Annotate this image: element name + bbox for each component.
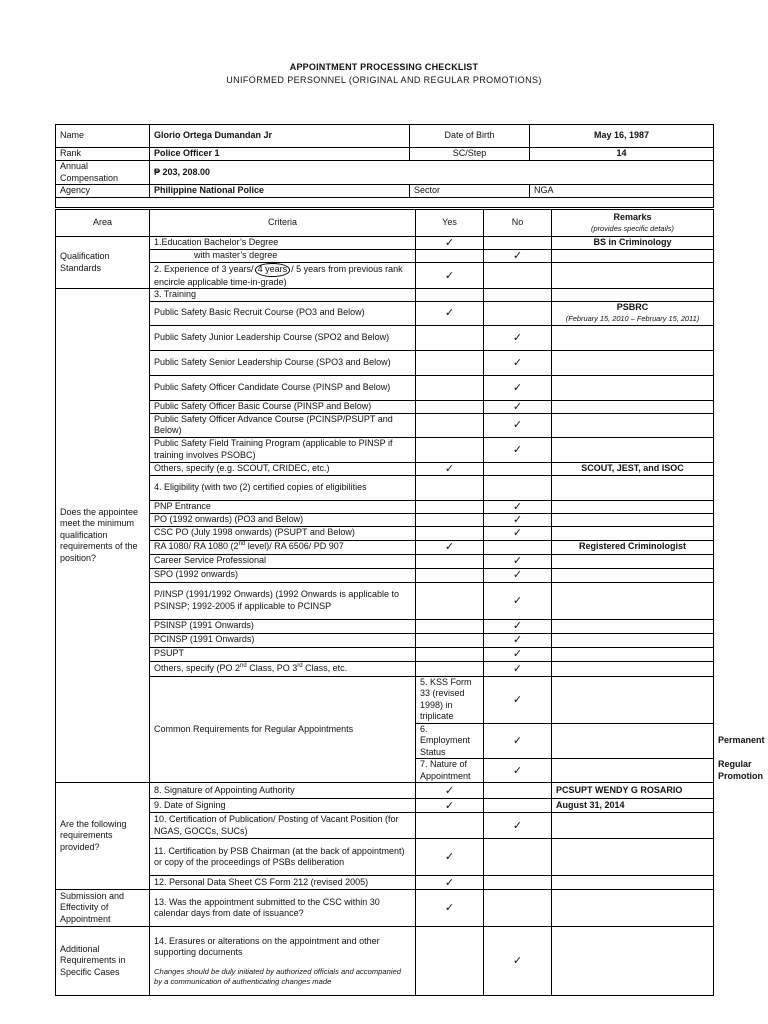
check-mark: ✓ bbox=[416, 301, 484, 325]
criteria-header: Criteria bbox=[150, 210, 416, 237]
table-row bbox=[56, 526, 714, 540]
criteria-psb: 11. Certification by PSB Chairman (at the back of appointment) or copy of the proceedings of PSBs deliberation bbox=[150, 839, 416, 876]
remark-psbrc-dates: (February 15, 2010 – February 15, 2011) bbox=[565, 314, 700, 323]
document-subtitle: UNIFORMED PERSONNEL (ORIGINAL AND REGULAR PROMOTIONS) bbox=[226, 75, 542, 85]
check-mark: ✓ bbox=[484, 513, 552, 526]
criteria-kss: 5. KSS Form 33 (revised 1998) in triplicate bbox=[416, 676, 484, 723]
criteria-erasures: 14. Erasures or alterations on the appointment and other supporting documents Changes should be duly initiated by authorized officials and accompanied by a communication of authenticating changes made bbox=[150, 927, 416, 996]
check-mark: ✓ bbox=[484, 813, 552, 839]
criteria-training: 3. Training bbox=[150, 289, 416, 302]
table-row bbox=[56, 540, 714, 554]
agency-value: Philippine National Police bbox=[150, 185, 410, 198]
table-row bbox=[56, 839, 714, 876]
table-row bbox=[56, 437, 714, 462]
circled-option: 4 years bbox=[255, 263, 291, 277]
table-row bbox=[56, 500, 714, 513]
area-additional: Additional Requirements in Specific Cases bbox=[56, 927, 150, 996]
spacer-row bbox=[56, 198, 714, 208]
check-mark: ✓ bbox=[484, 759, 552, 783]
area-common: Common Requirements for Regular Appointments bbox=[150, 676, 416, 783]
remarks-header bbox=[552, 210, 714, 237]
criteria-eligibility-item: PSUPT bbox=[150, 647, 416, 661]
area-header: Area bbox=[56, 210, 150, 237]
table-row bbox=[56, 890, 714, 927]
compensation-value: ₱ 203, 208.00 bbox=[150, 161, 714, 185]
check-mark: ✓ bbox=[484, 350, 552, 375]
personal-info-table bbox=[55, 124, 714, 208]
area-submission: Submission and Effectivity of Appointment bbox=[56, 890, 150, 927]
criteria-training-item: Public Safety Senior Leadership Course (SPO3 and Below) bbox=[150, 350, 416, 375]
criteria-eligibility-item: SPO (1992 onwards) bbox=[150, 568, 416, 582]
table-row bbox=[56, 413, 714, 437]
rank-label: Rank bbox=[56, 148, 150, 161]
table-row bbox=[56, 876, 714, 890]
check-mark: ✓ bbox=[484, 375, 552, 400]
check-mark: ✓ bbox=[484, 633, 552, 647]
criteria-eligibility-item: Career Service Professional bbox=[150, 554, 416, 568]
criteria-eligibility-item: PNP Entrance bbox=[150, 500, 416, 513]
table-row bbox=[56, 301, 714, 325]
dob-label: Date of Birth bbox=[410, 125, 530, 148]
criteria-nature: 7. Nature of Appointment bbox=[416, 759, 484, 783]
table-row bbox=[56, 462, 714, 475]
sc-label: SC/Step bbox=[410, 148, 530, 161]
check-mark: ✓ bbox=[484, 325, 552, 350]
remark-education: BS in Criminology bbox=[552, 237, 714, 250]
erasures-note: Changes should be duly initiated by authorized officials and accompanied by a communication of authenticating changes made bbox=[154, 966, 401, 986]
criteria-training-item: Public Safety Officer Basic Course (PINSP and Below) bbox=[150, 400, 416, 413]
checklist-table bbox=[55, 209, 765, 996]
check-mark: ✓ bbox=[484, 413, 552, 437]
criteria-masters: with master’s degree bbox=[150, 250, 416, 263]
table-row bbox=[56, 289, 714, 302]
check-mark: ✓ bbox=[484, 723, 552, 759]
check-mark: ✓ bbox=[416, 876, 484, 890]
check-mark: ✓ bbox=[484, 927, 552, 996]
table-row: 6. Employment Status ✓ Permanent bbox=[56, 723, 714, 759]
check-mark: ✓ bbox=[416, 237, 484, 250]
check-mark: ✓ bbox=[416, 783, 484, 799]
table-row bbox=[56, 582, 714, 619]
criteria-training-item: Public Safety Field Training Program (applicable to PINSP if training involves PSOBC) bbox=[150, 437, 416, 462]
check-mark: ✓ bbox=[484, 619, 552, 633]
check-mark: ✓ bbox=[484, 676, 552, 723]
check-mark: ✓ bbox=[484, 526, 552, 540]
criteria-training-item: Public Safety Officer Candidate Course (PINSP and Below) bbox=[150, 375, 416, 400]
criteria-training-item: Others, specify (e.g. SCOUT, CRIDEC, etc.) bbox=[150, 462, 416, 475]
table-row bbox=[56, 647, 714, 661]
name-value: Glorio Ortega Dumandan Jr bbox=[150, 125, 410, 148]
criteria-eligibility-item: PCINSP (1991 Onwards) bbox=[150, 633, 416, 647]
criteria-employment-status: 6. Employment Status bbox=[416, 723, 484, 759]
criteria-training-item: Public Safety Basic Recruit Course (PO3 and Below) bbox=[150, 301, 416, 325]
table-row bbox=[56, 263, 714, 289]
criteria-publication: 10. Certification of Publication/ Posting of Vacant Position (for NGAS, GOCCs, SUCs) bbox=[150, 813, 416, 839]
table-row bbox=[56, 250, 714, 263]
compensation-label: Annual Compensation bbox=[56, 161, 150, 185]
criteria-eligibility: 4. Eligibility (with two (2) certified copies of eligibilities bbox=[150, 475, 416, 500]
table-row bbox=[56, 400, 714, 413]
criteria-eligibility-item: RA 1080/ RA 1080 (2nd level)/ RA 6506/ PD 907 bbox=[150, 540, 416, 554]
table-row: 7. Nature of Appointment ✓ Regular Promotion bbox=[56, 759, 714, 783]
criteria-date-signing: 9. Date of Signing bbox=[150, 799, 416, 813]
check-mark: ✓ bbox=[484, 568, 552, 582]
table-row bbox=[56, 325, 714, 350]
sc-value: 14 bbox=[530, 148, 714, 161]
remark-eligibility: Registered Criminologist bbox=[552, 540, 714, 554]
sector-value: NGA bbox=[530, 185, 714, 198]
check-mark: ✓ bbox=[484, 554, 552, 568]
check-mark: ✓ bbox=[416, 263, 484, 289]
remark-signature: PCSUPT WENDY G ROSARIO bbox=[552, 783, 714, 799]
table-row bbox=[56, 633, 714, 647]
document-title: APPOINTMENT PROCESSING CHECKLIST bbox=[289, 62, 479, 72]
check-mark: ✓ bbox=[484, 437, 552, 462]
check-mark: ✓ bbox=[484, 647, 552, 661]
agency-label: Agency bbox=[56, 185, 150, 198]
criteria-pds: 12. Personal Data Sheet CS Form 212 (revised 2005) bbox=[150, 876, 416, 890]
remark-other-training: SCOUT, JEST, and ISOC bbox=[552, 462, 714, 475]
remarks-subtitle: (provides specific details) bbox=[591, 224, 674, 233]
criteria-training-item: Public Safety Officer Advance Course (PCINSP/PSUPT and Below) bbox=[150, 413, 416, 437]
table-row bbox=[56, 513, 714, 526]
table-row bbox=[56, 350, 714, 375]
criteria-eligibility-item: CSC PO (July 1998 onwards) (PSUPT and Below) bbox=[150, 526, 416, 540]
remark-date-signing: August 31, 2014 bbox=[552, 799, 714, 813]
table-row bbox=[56, 619, 714, 633]
table-row bbox=[56, 568, 714, 582]
table-row bbox=[56, 375, 714, 400]
check-mark: ✓ bbox=[484, 250, 552, 263]
table-row bbox=[56, 661, 714, 676]
criteria-submission: 13. Was the appointment submitted to the CSC within 30 calendar days from date of issuance? bbox=[150, 890, 416, 927]
criteria-training-item: Public Safety Junior Leadership Course (SPO2 and Below) bbox=[150, 325, 416, 350]
check-mark: ✓ bbox=[484, 400, 552, 413]
table-row bbox=[56, 799, 714, 813]
check-mark: ✓ bbox=[416, 839, 484, 876]
area-qualification: Qualification Standards bbox=[56, 237, 150, 289]
table-row bbox=[56, 554, 714, 568]
name-label: Name bbox=[56, 125, 150, 148]
remark-psbrc: PSBRC (February 15, 2010 – February 15, 2011) bbox=[552, 301, 714, 325]
no-header: No bbox=[484, 210, 552, 237]
criteria-education: 1.Education Bachelor’s Degree bbox=[150, 237, 416, 250]
criteria-eligibility-item: Others, specify (PO 2nd Class, PO 3rd Class, etc. bbox=[150, 661, 416, 676]
check-mark: ✓ bbox=[484, 661, 552, 676]
sector-label: Sector bbox=[410, 185, 530, 198]
criteria-experience: 2. Experience of 3 years/ 4 years / 5 years from previous rank encircle applicable time-in-grade) bbox=[150, 263, 416, 289]
header-row bbox=[56, 210, 714, 237]
check-mark: ✓ bbox=[416, 799, 484, 813]
criteria-eligibility-item: PO (1992 onwards) (PO3 and Below) bbox=[150, 513, 416, 526]
table-row bbox=[56, 783, 714, 799]
table-row bbox=[56, 813, 714, 839]
rank-value: Police Officer 1 bbox=[150, 148, 410, 161]
dob-value: May 16, 1987 bbox=[530, 125, 714, 148]
table-row bbox=[56, 927, 714, 996]
check-mark: ✓ bbox=[416, 540, 484, 554]
yes-header: Yes bbox=[416, 210, 484, 237]
criteria-eligibility-item: PSINSP (1991 Onwards) bbox=[150, 619, 416, 633]
table-row bbox=[56, 237, 714, 250]
check-mark: ✓ bbox=[416, 462, 484, 475]
criteria-signature: 8. Signature of Appointing Authority bbox=[150, 783, 416, 799]
criteria-eligibility-item: P/INSP (1991/1992 Onwards) (1992 Onwards is applicable to PSINSP; 1992-2005 if applicable to PCINSP bbox=[150, 582, 416, 619]
table-row bbox=[56, 475, 714, 500]
area-does-appointee: Does the appointee meet the minimum qualification requirements of the position? bbox=[56, 289, 150, 783]
check-mark: ✓ bbox=[416, 890, 484, 927]
check-mark: ✓ bbox=[484, 500, 552, 513]
table-row bbox=[56, 676, 714, 723]
area-are-following: Are the following requirements provided? bbox=[56, 783, 150, 890]
check-mark: ✓ bbox=[484, 582, 552, 619]
remarks-title: Remarks bbox=[613, 211, 652, 222]
